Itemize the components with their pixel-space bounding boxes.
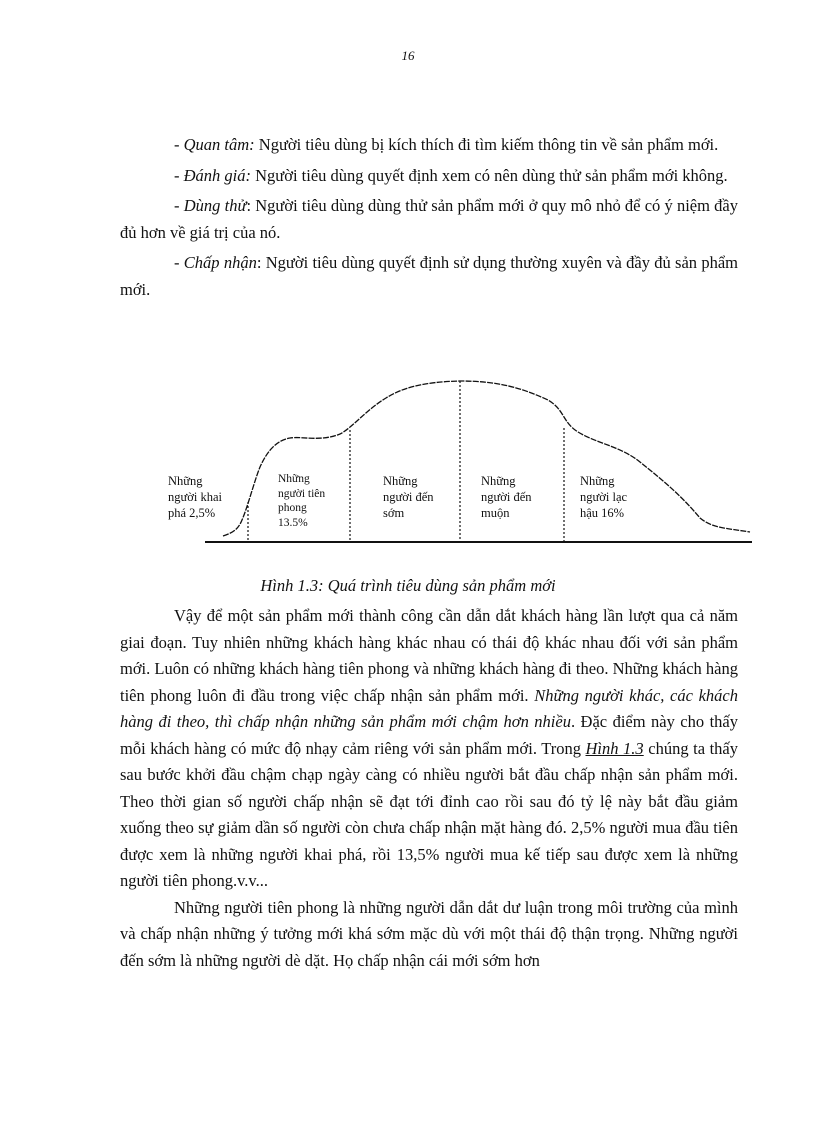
page-number: 16: [401, 48, 415, 63]
segment-line: người lạc: [580, 490, 628, 504]
paragraph-text: . Đặc điểm này cho thấy mỗi khách hàng có mức độ nhạy cảm riêng với sản phẩm mới. Trong: [120, 712, 738, 758]
segment-laggards-label: [580, 473, 627, 521]
figure-caption: Hình 1.3: Quá trình tiêu dùng sản phẩm mới: [260, 576, 556, 595]
stage-adoption: - Chấp nhận: Người tiêu dùng quyết định sử dụng thường xuyên và đầy đủ sản phẩm mới.: [120, 253, 738, 299]
segment-early-majority-label: [383, 473, 434, 521]
stage-text: Người tiêu dùng bị kích thích đi tìm kiếm thông tin về sản phẩm mới.: [254, 135, 719, 154]
paragraph-text: Vậy để một sản phẩm mới thành công cần dẫn dắt khách hàng lần lượt qua cả năm giai đoạn. Tuy nhiên những khách hàng khác nhau có thái độ khác nhau đối với sản phẩm mới. Luôn có những khách hàng tiên phong và những khách hàng đi theo. Những khách hàng tiên phong luôn đi đầu trong việc chấp nhận sản phẩm mới.: [120, 606, 738, 705]
stage-text: : Người tiêu dùng dùng thử sản phẩm mới ở quy mô nhỏ để có ý niệm đầy đủ hơn về giá trị của nó.: [120, 196, 738, 242]
stage-interest: - Quan tâm: Người tiêu dùng bị kích thích đi tìm kiếm thông tin về sản phẩm mới.: [174, 135, 719, 154]
adoption-stages-list: [120, 132, 738, 307]
paragraph: Những người tiên phong là những người dẫn dắt dư luận trong môi trường của mình và chấp nhận những ý tưởng mới khá sớm mặc dù với một thái độ thận trọng. Những người đến sớm là những người dè dặt. Họ chấp nhận cái mới sớm hơn: [120, 897, 738, 970]
stage-label: Quan tâm:: [183, 135, 255, 154]
segment-line: người khai: [168, 490, 223, 504]
adoption-curve-diagram: [160, 370, 760, 555]
segment-line: sớm: [383, 506, 405, 520]
stage-text: : Người tiêu dùng quyết định sử dụng thường xuyên và đầy đủ sản phẩm mới.: [120, 253, 738, 299]
emphasis-text: Những người khác, các khách hàng đi theo, thì chấp nhận những sản phẩm mới chậm hơn nhiều: [120, 685, 738, 731]
stage-trial: - Dùng thử: Người tiêu dùng dùng thử sản phẩm mới ở quy mô nhỏ để có ý niệm đầy đủ hơn về giá trị của nó.: [120, 196, 738, 242]
adoption-curve-figure: [160, 370, 760, 555]
paragraph-text: chúng ta thấy sau bước khởi đầu chậm chạp ngày càng có nhiều người bắt đầu chấp nhận sản phẩm mới. Theo thời gian số người chấp nhận sẽ đạt tới đỉnh cao rồi sau đó tỷ lệ này bắt đầu giảm xuống theo sự giảm dần số người còn chưa chấp nhận mặt hàng đó. 2,5% người mua đầu tiên được xem là những người khai phá, rồi 13,5% người mua kế tiếp sau được xem là những người tiên phong.v.v...: [120, 738, 738, 890]
segment-line: người đến: [481, 490, 532, 504]
segment-line: phong: [278, 502, 307, 514]
segment-line: Những: [481, 474, 516, 488]
figure-reference-link[interactable]: Hình 1.3: [585, 738, 644, 758]
stage-evaluation: - Đánh giá: Người tiêu dùng quyết định xem có nên dùng thử sản phẩm mới không.: [174, 165, 728, 185]
stage-label: Đánh giá:: [183, 165, 251, 185]
stage-text: Người tiêu dùng quyết định xem có nên dùng thử sản phẩm mới không.: [251, 165, 728, 185]
stage-label: Dùng thử: [183, 196, 247, 215]
segment-line: 13.5%: [278, 516, 308, 529]
segment-line: Những: [278, 473, 310, 485]
segment-line: muộn: [481, 506, 510, 520]
paragraph: [120, 603, 738, 895]
segment-late-majority-label: [481, 473, 532, 521]
segment-line: người đến: [383, 490, 434, 504]
body-text: [120, 603, 738, 974]
stage-label: Chấp nhận: [183, 253, 257, 272]
segment-line: Những: [580, 474, 615, 488]
segment-line: hậu 16%: [580, 506, 625, 520]
segment-line: phá 2,5%: [168, 506, 216, 520]
segment-early-adopters-label: [278, 472, 325, 530]
segment-line: Những: [383, 474, 418, 488]
segment-line: Những: [168, 474, 203, 488]
segment-line: người tiên: [278, 487, 326, 500]
segment-innovators-label: [168, 473, 222, 521]
